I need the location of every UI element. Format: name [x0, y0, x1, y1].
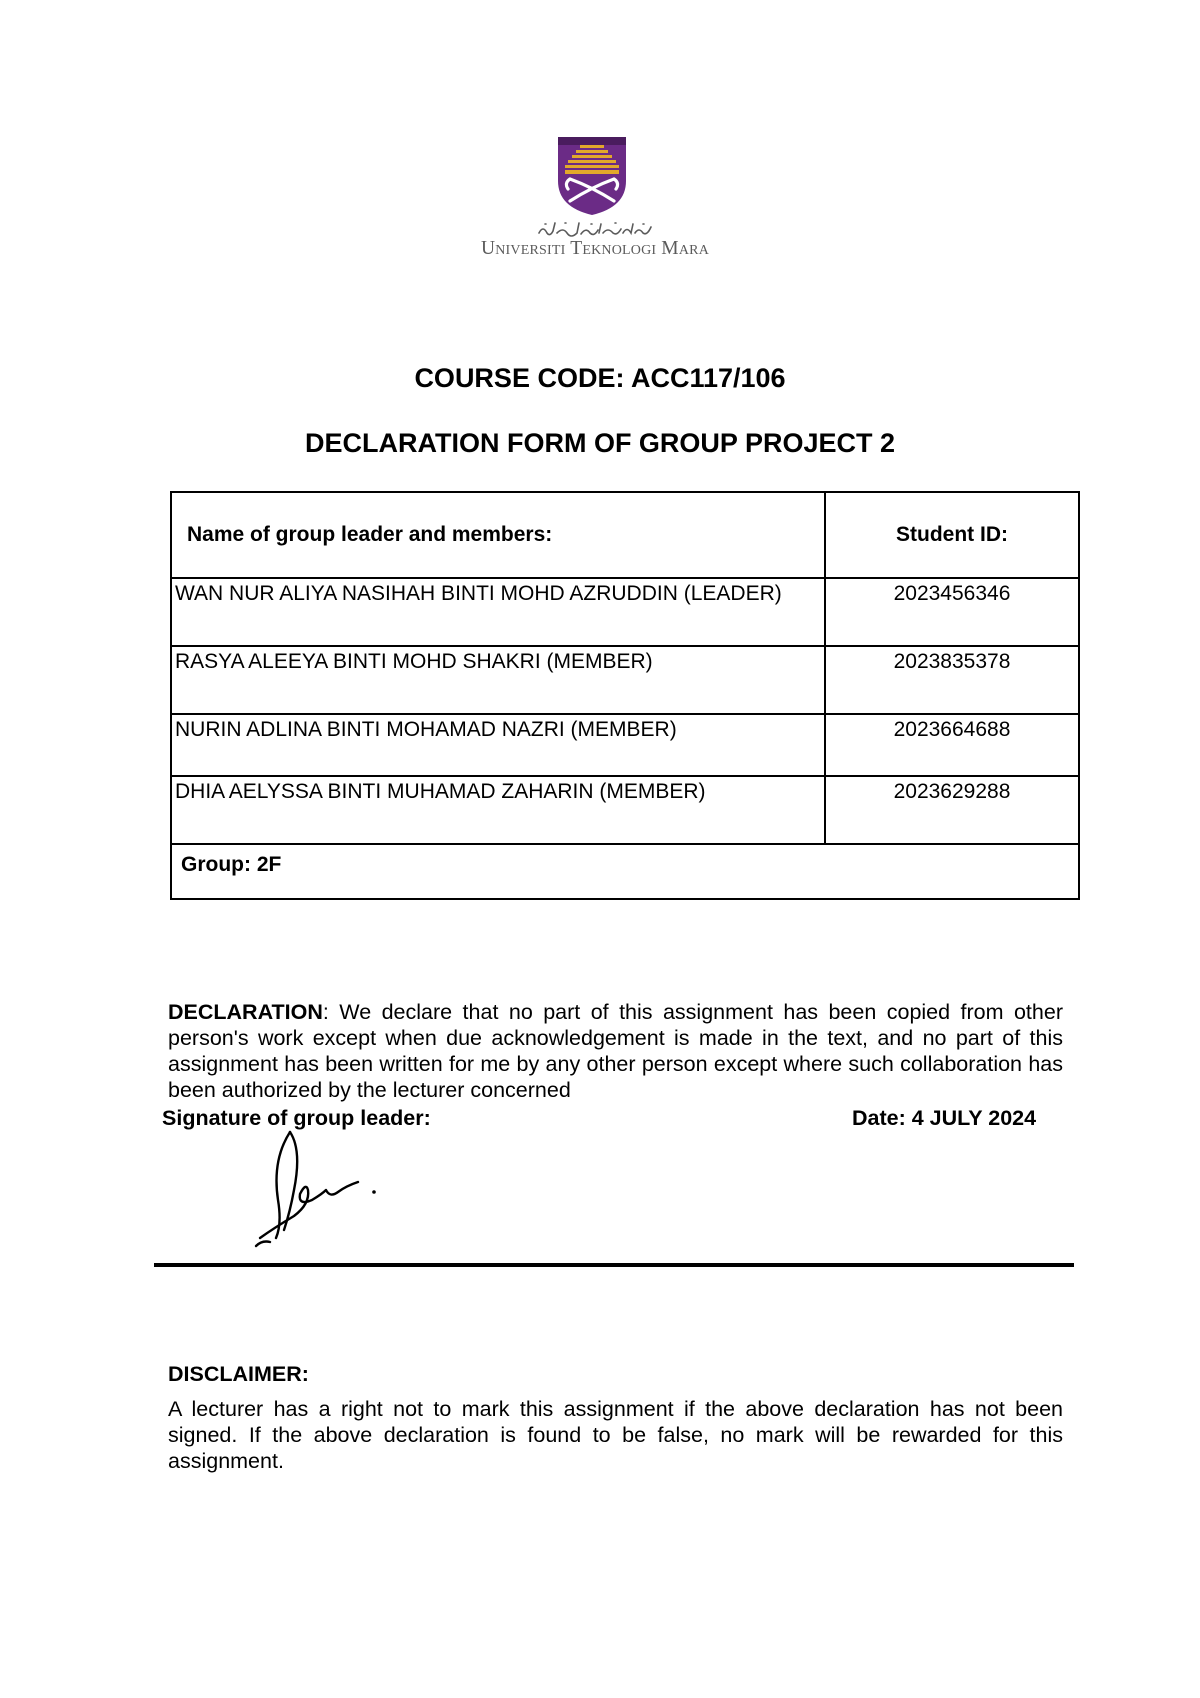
signature-label: Signature of group leader: — [162, 1106, 431, 1130]
declaration-text: : We declare that no part of this assignment has been copied from other person's work except when due acknowledgement is made in the text, and no part of this assignment has been written for me by any other person except where such collaboration has been authorized by the lecturer concerned — [168, 1000, 1063, 1102]
disclaimer-title: DISCLAIMER: — [168, 1362, 309, 1386]
name-column-header: Name of group leader and members: — [171, 492, 825, 578]
declaration-paragraph — [168, 999, 1063, 1103]
student-id-cell: 2023835378 — [825, 646, 1079, 714]
uitm-crest-icon — [556, 135, 628, 217]
members-table — [170, 491, 1080, 900]
table-header-row — [171, 492, 1079, 578]
student-id-cell: 2023456346 — [825, 578, 1079, 646]
table-row — [171, 578, 1079, 646]
member-name-cell: WAN NUR ALIYA NASIHAH BINTI MOHD AZRUDDIN (LEADER) — [171, 578, 825, 646]
horizontal-divider — [154, 1263, 1074, 1267]
university-logo — [450, 133, 740, 265]
form-title-heading: DECLARATION FORM OF GROUP PROJECT 2 — [304, 428, 896, 458]
group-row — [171, 844, 1079, 899]
member-name-cell: RASYA ALEEYA BINTI MOHD SHAKRI (MEMBER) — [171, 646, 825, 714]
member-name-cell: NURIN ADLINA BINTI MOHAMAD NAZRI (MEMBER) — [171, 714, 825, 776]
member-name-cell: DHIA AELYSSA BINTI MUHAMAD ZAHARIN (MEMBER) — [171, 776, 825, 844]
table-row — [171, 646, 1079, 714]
date-label: Date: 4 JULY 2024 — [852, 1106, 1037, 1130]
group-cell: Group: 2F — [171, 844, 1079, 899]
student-id-column-header: Student ID: — [825, 492, 1079, 578]
university-wordmark: Universiti Teknologi Mara — [480, 238, 710, 259]
student-id-cell: 2023664688 — [825, 714, 1079, 776]
student-id-cell: 2023629288 — [825, 776, 1079, 844]
handwritten-signature-icon — [250, 1120, 390, 1260]
course-code-heading: COURSE CODE: ACC117/106 — [414, 363, 786, 393]
declaration-label: DECLARATION — [168, 1000, 323, 1024]
table-row — [171, 776, 1079, 844]
jawi-script-icon — [535, 219, 655, 239]
table-row — [171, 714, 1079, 776]
disclaimer-paragraph: A lecturer has a right not to mark this assignment if the above declaration has not been signed. If the above declaration is found to be false, no mark will be rewarded for this assignment. — [168, 1397, 1063, 1473]
